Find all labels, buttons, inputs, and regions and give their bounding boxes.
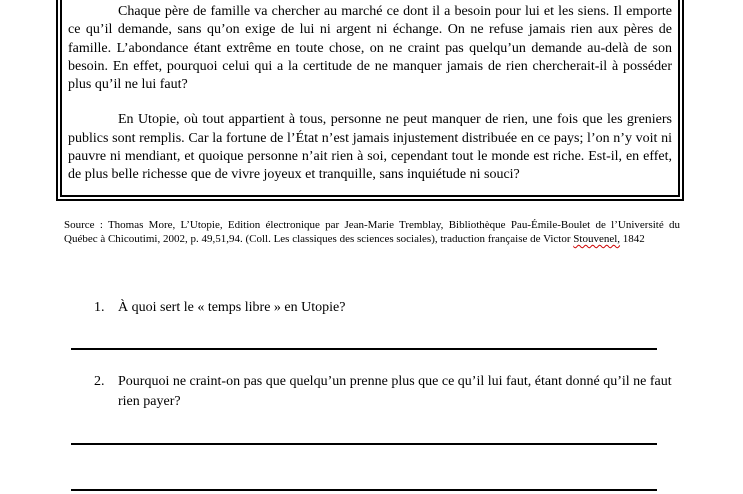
source-citation — [64, 219, 680, 247]
source-text-prefix: Source : Thomas More, L’Utopie, Edition électronique par Jean-Marie Tremblay, Bibliothèque Pau-Émile-Boulet de l’Université du Québec à Chicoutimi, 2002, p. 49,51,94. (Coll. Les classiques des sciences sociales), traduction française de Victor — [64, 219, 680, 245]
question-item-2 — [94, 372, 680, 412]
excerpt-paragraph-1: Chaque père de famille va chercher au marché ce dont il a besoin pour lui et les siens. Il emporte ce qu’il demande, sans qu’on exige de lui ni argent ni échange. On ne refuse jamais rien aux pères de famille. L’abondance étant extrême en toute chose, on ne craint pas quelqu’un demande au-delà de son besoin. En effet, pourquoi celui qui a la certitude de ne manquer jamais de rien chercherait-il à posséder plus qu’il ne lui faut? — [68, 4, 672, 93]
question-2-text: Pourquoi ne craint-on pas que quelqu’un prenne plus que ce qu’il lui faut, étant donné qu’il ne faut rien payer? — [118, 374, 672, 409]
answer-line-2 — [71, 443, 657, 445]
answer-line-1 — [71, 348, 657, 350]
excerpt-box — [56, 0, 684, 201]
question-1-text: À quoi sert le « temps libre » en Utopie? — [118, 300, 346, 315]
answer-line-3 — [71, 489, 657, 491]
question-1-number: 1. — [94, 300, 105, 315]
excerpt-paragraph-2: En Utopie, où tout appartient à tous, personne ne peut manquer de rien, une fois que les greniers publics sont remplis. Car la fortune de l’État n’est jamais injustement distribuée en ce pays; l’on n’y voit ni pauvre ni mendiant, et quoique personne n’ait rien à soi, cependant tout le monde est riche. Est-il, en effet, de plus belle richesse que de vivre joyeux et tranquille, sans inquiétude ni souci? — [68, 112, 672, 183]
source-text-suffix: 1842 — [620, 232, 645, 245]
question-2-number: 2. — [94, 374, 105, 389]
question-item-1 — [94, 298, 654, 318]
misspelled-word: Stouvenel, — [573, 232, 621, 245]
